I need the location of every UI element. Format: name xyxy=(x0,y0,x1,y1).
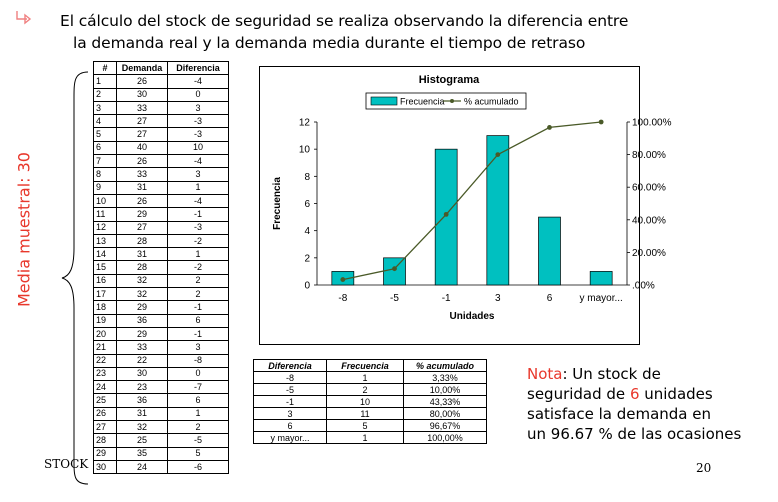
table-cell: 32 xyxy=(117,421,168,434)
header-line-2: la demanda real y la demanda media durante el tiempo de retraso xyxy=(73,34,586,52)
freq-cell: 43,33% xyxy=(404,396,487,408)
table-cell: 33 xyxy=(117,341,168,354)
table-cell: -1 xyxy=(168,301,229,314)
cumulative-point-4 xyxy=(547,125,552,130)
table-row xyxy=(94,75,229,88)
note-highlight: 6 xyxy=(629,385,640,403)
table-row xyxy=(94,194,229,207)
table-cell: 35 xyxy=(117,447,168,460)
table-cell: 15 xyxy=(94,261,117,274)
turn-arrow-icon xyxy=(14,8,36,30)
table-cell: 1 xyxy=(168,407,229,420)
header-line-1: El cálculo del stock de seguridad se realiza observando la diferencia entre xyxy=(60,12,629,30)
table-cell: 7 xyxy=(94,155,117,168)
table-cell: 32 xyxy=(117,288,168,301)
x-tick-label: -1 xyxy=(441,293,451,304)
table-cell: 6 xyxy=(168,314,229,327)
col-demand: Demanda xyxy=(117,62,168,75)
x-tick-label: y mayor... xyxy=(579,293,623,304)
table-cell: -6 xyxy=(168,460,229,473)
header-text xyxy=(60,10,628,54)
table-cell: 14 xyxy=(94,248,117,261)
table-cell: -5 xyxy=(168,434,229,447)
y-axis-label: Frecuencia xyxy=(272,177,283,230)
table-cell: 24 xyxy=(94,381,117,394)
table-row xyxy=(94,434,229,447)
freq-row xyxy=(254,408,487,420)
note-box xyxy=(527,364,777,444)
note-part1: : Un stock de xyxy=(562,365,661,383)
table-cell: 6 xyxy=(168,394,229,407)
y-tick-label: 8 xyxy=(304,171,310,183)
table-cell: 26 xyxy=(117,75,168,88)
table-row xyxy=(94,141,229,154)
table-cell: 24 xyxy=(117,460,168,473)
freq-row xyxy=(254,384,487,396)
table-row xyxy=(94,381,229,394)
table-cell: 3 xyxy=(168,101,229,114)
x-tick-label: -8 xyxy=(338,293,348,304)
col-difference: Diferencia xyxy=(168,62,229,75)
y-tick-label: 12 xyxy=(298,117,310,129)
table-cell: 36 xyxy=(117,394,168,407)
sample-mean-label: Media muestral: 30 xyxy=(14,152,34,307)
table-cell: 11 xyxy=(94,208,117,221)
freq-cell: 6 xyxy=(254,420,327,432)
table-cell: 8 xyxy=(94,168,117,181)
table-cell: 19 xyxy=(94,314,117,327)
table-cell: 2 xyxy=(94,88,117,101)
page-number: 20 xyxy=(696,461,712,475)
table-cell: 27 xyxy=(117,115,168,128)
note-part2a: seguridad de xyxy=(527,385,630,403)
table-cell: 3 xyxy=(94,101,117,114)
y2-tick-label: .00% xyxy=(632,280,655,292)
legend-label-frecuencia: Frecuencia xyxy=(400,96,445,107)
bar-3 xyxy=(487,136,509,285)
table-cell: 29 xyxy=(117,327,168,340)
table-row xyxy=(94,274,229,287)
table-cell: 31 xyxy=(117,248,168,261)
table-row xyxy=(94,234,229,247)
freq-cell: 3 xyxy=(254,408,327,420)
table-cell: -4 xyxy=(168,194,229,207)
table-cell: 26 xyxy=(117,194,168,207)
table-row xyxy=(94,88,229,101)
table-cell: 25 xyxy=(94,394,117,407)
y2-tick-label: 100.00% xyxy=(632,117,672,129)
table-cell: -4 xyxy=(168,75,229,88)
table-cell: 17 xyxy=(94,288,117,301)
table-cell: 10 xyxy=(168,141,229,154)
stock-label: STOCK xyxy=(44,457,89,471)
table-cell: 28 xyxy=(94,434,117,447)
legend-bar-swatch xyxy=(371,97,397,105)
table-cell: 22 xyxy=(117,354,168,367)
table-row xyxy=(94,128,229,141)
histogram-chart xyxy=(259,66,672,345)
table-cell: 29 xyxy=(117,301,168,314)
table-cell: 22 xyxy=(94,354,117,367)
freq-cell: 10 xyxy=(327,396,404,408)
table-cell: -4 xyxy=(168,155,229,168)
table-cell: -2 xyxy=(168,234,229,247)
freq-cell: 10,00% xyxy=(404,384,487,396)
table-cell: -7 xyxy=(168,381,229,394)
freq-row xyxy=(254,432,487,444)
table-cell: 4 xyxy=(94,115,117,128)
freq-col-frequency: Frecuencia xyxy=(327,360,404,372)
bar-4 xyxy=(539,217,561,285)
table-cell: 2 xyxy=(168,288,229,301)
freq-row xyxy=(254,372,487,384)
y-tick-label: 10 xyxy=(298,144,310,156)
x-axis-label: Unidades xyxy=(449,311,495,322)
cumulative-point-2 xyxy=(444,212,449,217)
table-row xyxy=(94,155,229,168)
table-row xyxy=(94,447,229,460)
table-row xyxy=(94,208,229,221)
table-cell: 27 xyxy=(94,421,117,434)
legend-line-marker xyxy=(450,99,454,103)
table-row xyxy=(94,314,229,327)
freq-cell: 3,33% xyxy=(404,372,487,384)
frequency-table xyxy=(253,359,487,444)
table-cell: 30 xyxy=(117,367,168,380)
cumulative-point-3 xyxy=(495,152,500,157)
table-cell: 5 xyxy=(168,447,229,460)
note-part3: satisface la demanda en xyxy=(527,405,711,423)
cumulative-point-5 xyxy=(599,120,604,125)
table-cell: 23 xyxy=(117,381,168,394)
table-cell: 12 xyxy=(94,221,117,234)
table-cell: 20 xyxy=(94,327,117,340)
y2-tick-label: 20.00% xyxy=(632,247,666,259)
cumulative-point-0 xyxy=(340,277,345,282)
table-cell: -2 xyxy=(168,261,229,274)
table-row xyxy=(94,367,229,380)
table-cell: -8 xyxy=(168,354,229,367)
table-cell: 21 xyxy=(94,341,117,354)
freq-cell: 1 xyxy=(327,372,404,384)
table-cell: 10 xyxy=(94,194,117,207)
table-cell: -3 xyxy=(168,128,229,141)
table-cell: 0 xyxy=(168,367,229,380)
freq-cell: 80,00% xyxy=(404,408,487,420)
table-cell: 9 xyxy=(94,181,117,194)
table-cell: 3 xyxy=(168,168,229,181)
curly-brace xyxy=(60,68,94,488)
freq-cell: 1 xyxy=(327,432,404,444)
table-cell: 1 xyxy=(94,75,117,88)
table-cell: 18 xyxy=(94,301,117,314)
table-cell: 26 xyxy=(94,407,117,420)
x-tick-label: -5 xyxy=(390,293,399,304)
table-cell: 0 xyxy=(168,88,229,101)
table-row xyxy=(94,327,229,340)
table-cell: 33 xyxy=(117,168,168,181)
table-row xyxy=(94,341,229,354)
y-tick-label: 4 xyxy=(304,226,310,238)
freq-col-difference: Diferencia xyxy=(254,360,327,372)
table-row xyxy=(94,181,229,194)
y-tick-label: 2 xyxy=(304,253,310,265)
freq-cell: -1 xyxy=(254,396,327,408)
table-cell: 31 xyxy=(117,181,168,194)
table-cell: 2 xyxy=(168,274,229,287)
table-cell: 23 xyxy=(94,367,117,380)
table-cell: 28 xyxy=(117,261,168,274)
table-cell: 32 xyxy=(117,274,168,287)
table-cell: 16 xyxy=(94,274,117,287)
table-cell: 36 xyxy=(117,314,168,327)
table-cell: 3 xyxy=(168,341,229,354)
histogram-svg xyxy=(260,67,672,344)
table-cell: 30 xyxy=(117,88,168,101)
table-cell: -1 xyxy=(168,208,229,221)
chart-title: Histograma xyxy=(418,74,480,86)
freq-cell: 2 xyxy=(327,384,404,396)
bar-1 xyxy=(384,258,406,285)
col-number: # xyxy=(94,62,117,75)
freq-cell: y mayor... xyxy=(254,432,327,444)
table-cell: -3 xyxy=(168,115,229,128)
x-tick-label: 3 xyxy=(495,293,501,304)
note-prefix: Nota xyxy=(527,365,563,383)
table-row xyxy=(94,407,229,420)
table-cell: -3 xyxy=(168,221,229,234)
table-cell: 2 xyxy=(168,421,229,434)
table-cell: 26 xyxy=(117,155,168,168)
table-cell: 27 xyxy=(117,128,168,141)
freq-row xyxy=(254,420,487,432)
table-row xyxy=(94,354,229,367)
table-cell: 13 xyxy=(94,234,117,247)
table-row xyxy=(94,460,229,473)
note-part4: un 96.67 % de las ocasiones xyxy=(527,425,742,443)
table-cell: 1 xyxy=(168,181,229,194)
legend-label-acumulado: % acumulado xyxy=(464,96,519,107)
table-cell: 29 xyxy=(117,208,168,221)
table-row xyxy=(94,288,229,301)
note-part2b: unidades xyxy=(639,385,713,403)
y-tick-label: 6 xyxy=(304,199,310,210)
x-tick-label: 6 xyxy=(546,293,553,304)
table-row xyxy=(94,421,229,434)
bar-2 xyxy=(435,149,457,285)
table-row xyxy=(94,101,229,114)
table-row xyxy=(94,221,229,234)
table-cell: 6 xyxy=(94,141,117,154)
y2-tick-label: 60.00% xyxy=(632,182,666,194)
cumulative-point-1 xyxy=(392,266,397,271)
table-row xyxy=(94,394,229,407)
table-cell: 1 xyxy=(168,248,229,261)
freq-cell: 5 xyxy=(327,420,404,432)
table-cell: -1 xyxy=(168,327,229,340)
freq-cell: 11 xyxy=(327,408,404,420)
table-cell: 30 xyxy=(94,460,117,473)
freq-cell: -5 xyxy=(254,384,327,396)
table-cell: 28 xyxy=(117,234,168,247)
table-cell: 27 xyxy=(117,221,168,234)
table-row xyxy=(94,261,229,274)
table-cell: 40 xyxy=(117,141,168,154)
table-row xyxy=(94,301,229,314)
freq-col-cumulative: % acumulado xyxy=(404,360,487,372)
y2-tick-label: 80.00% xyxy=(632,150,666,162)
table-row xyxy=(94,115,229,128)
y-tick-label: 0 xyxy=(304,280,310,292)
bar-5 xyxy=(590,271,612,285)
table-cell: 31 xyxy=(117,407,168,420)
freq-row xyxy=(254,396,487,408)
demand-table xyxy=(93,61,229,474)
table-row xyxy=(94,168,229,181)
cumulative-line xyxy=(343,122,601,280)
table-cell: 5 xyxy=(94,128,117,141)
table-cell: 25 xyxy=(117,434,168,447)
freq-cell: 100,00% xyxy=(404,432,487,444)
table-row xyxy=(94,248,229,261)
y2-tick-label: 40.00% xyxy=(632,215,666,227)
freq-cell: -8 xyxy=(254,372,327,384)
table-cell: 33 xyxy=(117,101,168,114)
table-cell: 29 xyxy=(94,447,117,460)
freq-cell: 96,67% xyxy=(404,420,487,432)
